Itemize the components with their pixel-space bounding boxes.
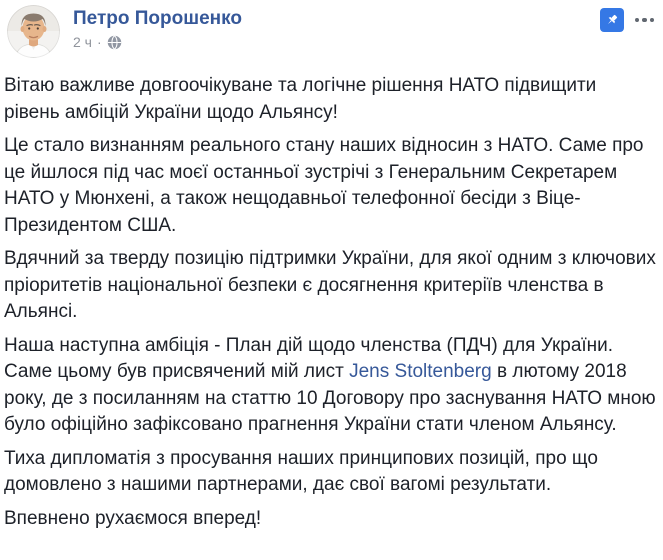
avatar[interactable] — [7, 5, 60, 58]
ellipsis-icon — [635, 18, 640, 23]
post-paragraph-4 — [4, 333, 657, 439]
post-header-actions — [600, 8, 657, 32]
post-paragraph-2: Це стало визнанням реального стану наших відносин з НАТО. Саме про це йшлося під час моєї останньої зустрічі з Генеральним Секретарем НАТО у Мюнхені, а також нещодавньої телефонної бесіди з Віце-Президентом США. — [4, 135, 644, 236]
timestamp[interactable]: 2 ч — [73, 34, 92, 50]
meta-separator: · — [96, 34, 102, 50]
author-link[interactable]: Петро Порошенко — [73, 8, 242, 29]
post-body — [0, 71, 663, 532]
post-paragraph-1: Вітаю важливе довгоочікуване та логічне рішення НАТО підвищити рівень амбіцій України щодо Альянсу! — [4, 75, 597, 123]
globe-icon — [107, 35, 122, 50]
more-options-button[interactable] — [633, 12, 657, 29]
paragraph-text: Наша наступна амбіція - План дій щодо членства (ПДЧ) для України. Саме цьому був присвячений мій лист — [4, 334, 614, 382]
post-header-info — [73, 7, 242, 51]
ellipsis-icon — [642, 18, 647, 23]
profile-photo-icon — [7, 5, 60, 58]
post-paragraph-3: Вдячний за тверду позицію підтримки України, для якої одним з ключових пріоритетів національної безпеки є досягнення критеріїв членства в Альянсі. — [4, 248, 656, 322]
post-header — [0, 0, 663, 71]
post-paragraph-6: Впевнено рухаємося вперед! — [4, 507, 262, 529]
pushpin-icon — [600, 8, 624, 32]
paragraph-text: в лютому 2018 року, де з посиланням на статтю 10 Договору про заснування НАТО мною було офіційно зафіксовано прагнення України стати членом Альянсу. — [4, 361, 656, 435]
ellipsis-icon — [650, 18, 655, 23]
post-paragraph-5: Тиха дипломатія з просування наших принципових позицій, про що домовлено з нашими партнерами, дає свої вагомі результати. — [4, 447, 598, 495]
jens-stoltenberg-link[interactable]: Jens Stoltenberg — [349, 361, 492, 382]
post-meta — [73, 34, 242, 51]
